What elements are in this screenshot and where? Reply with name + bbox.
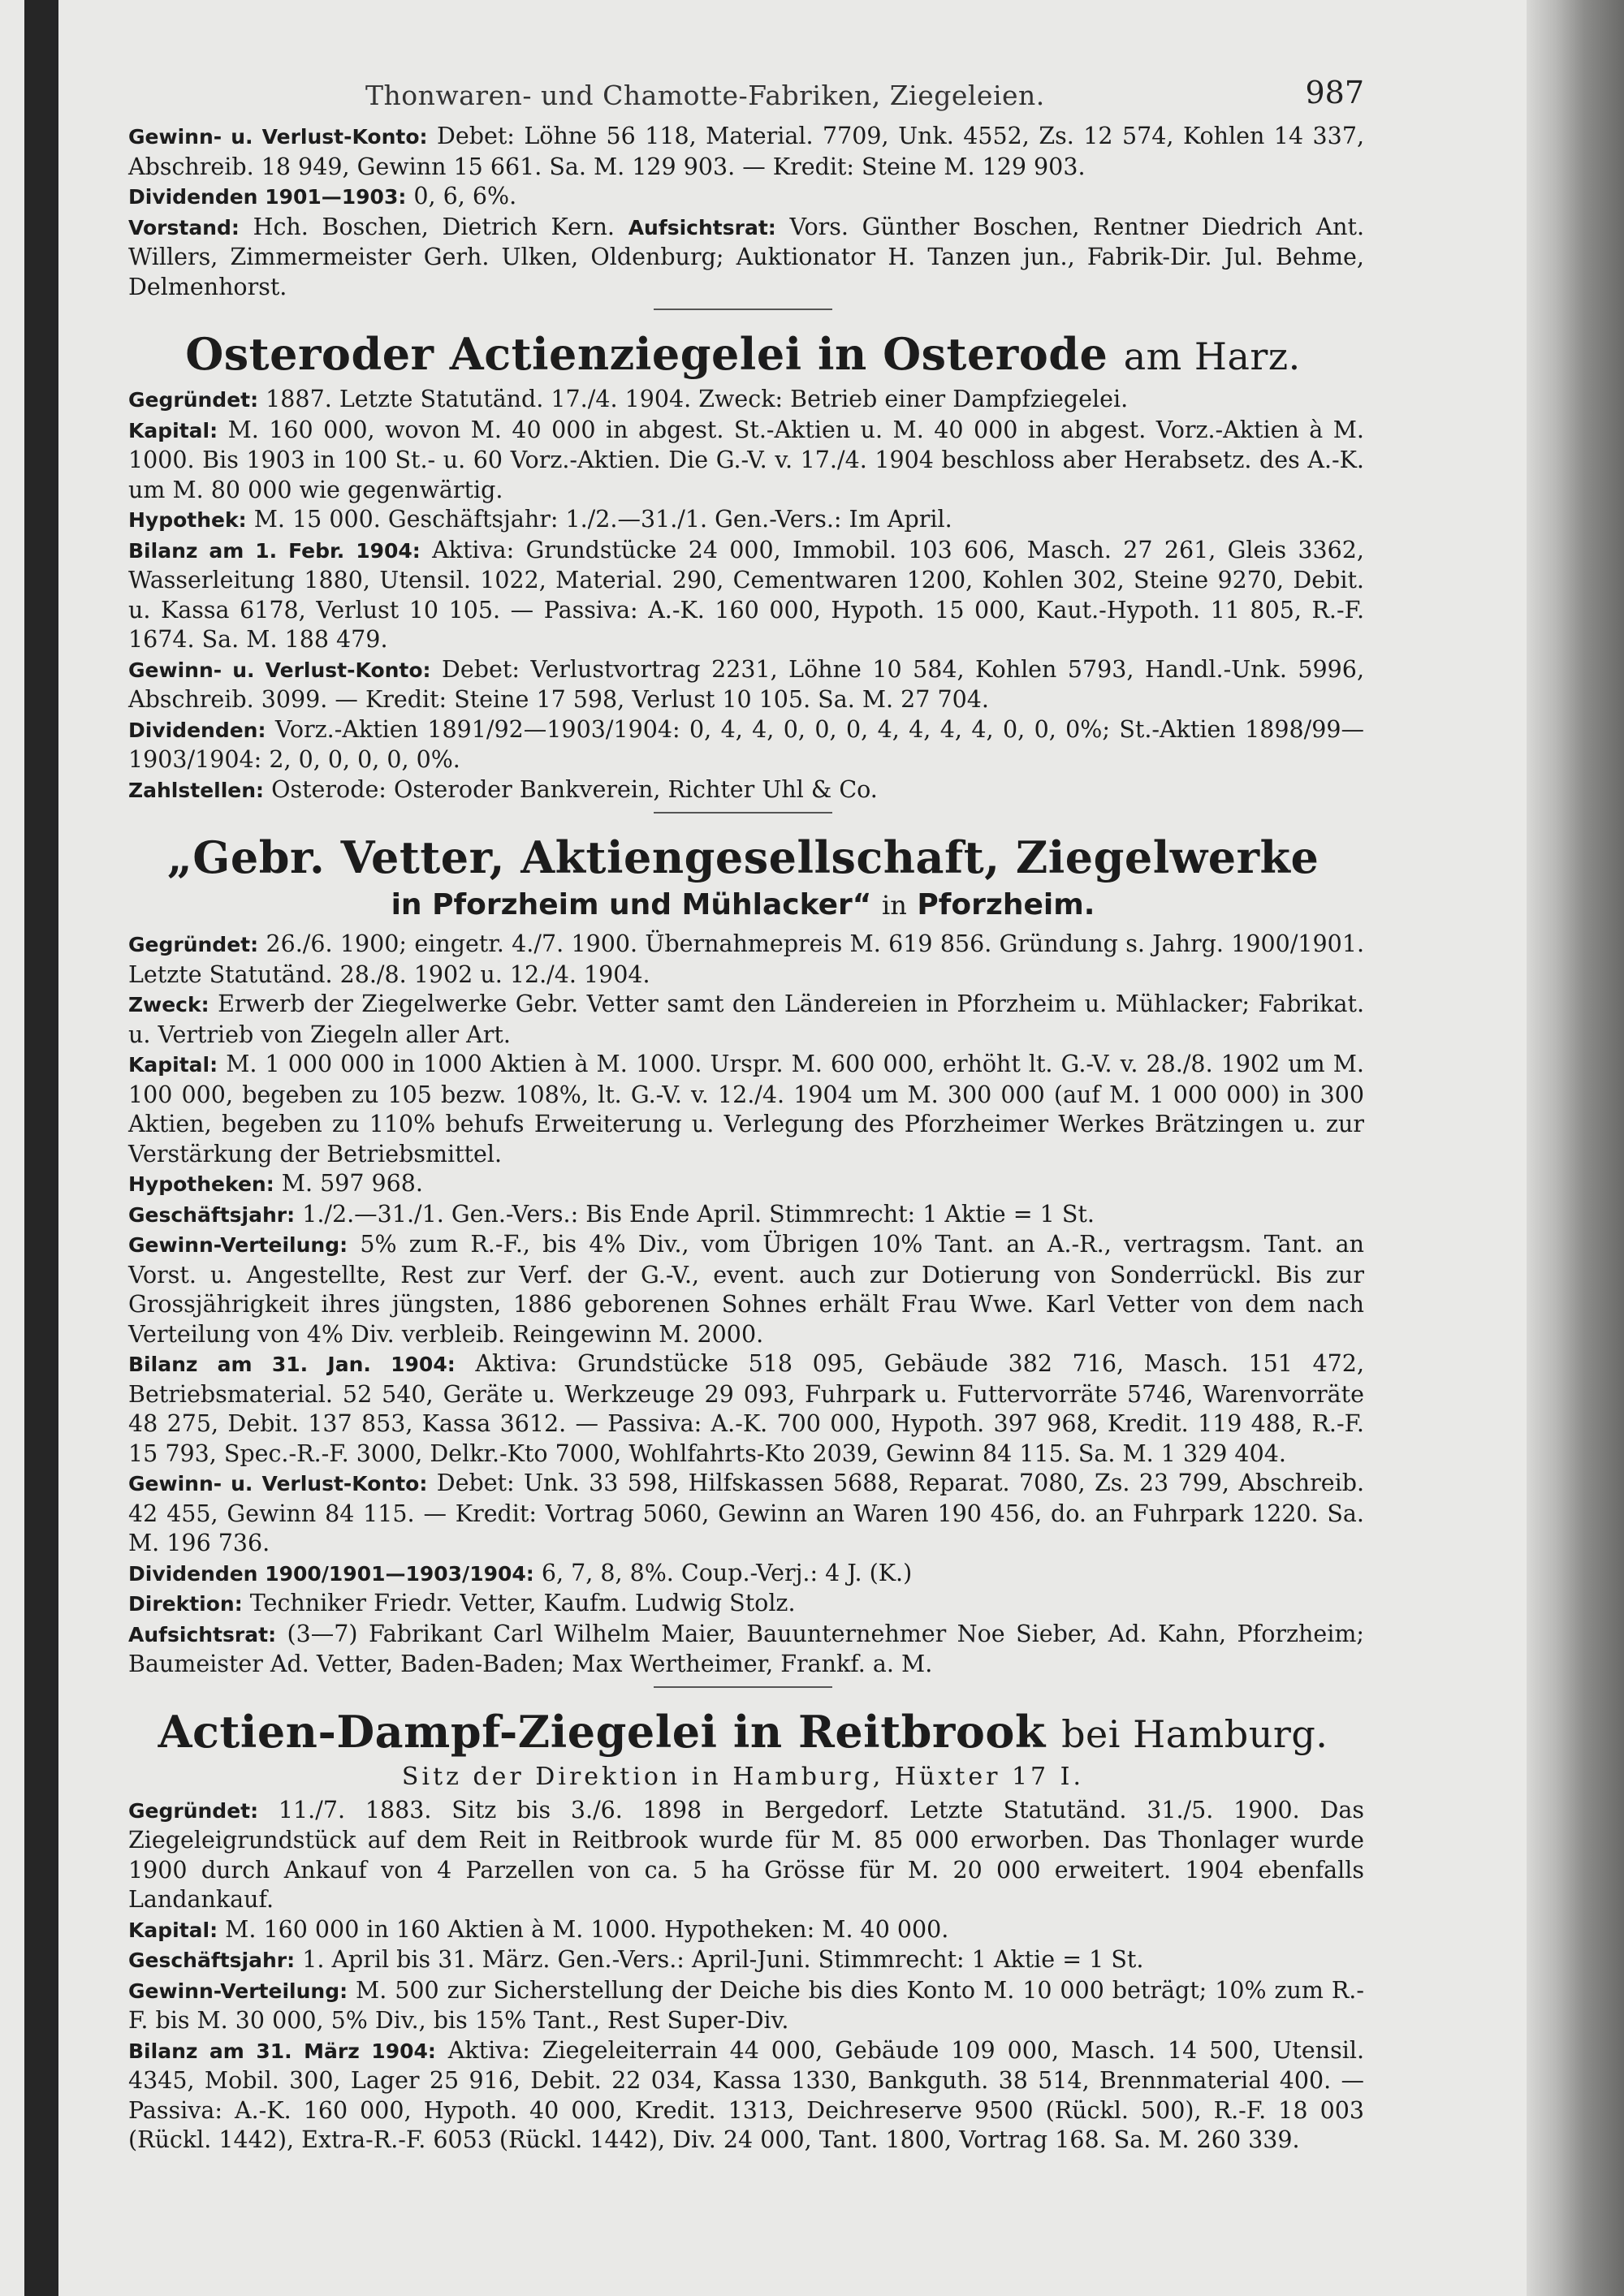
entry-label: Gewinn- u. Verlust-Konto: — [128, 1472, 428, 1495]
entry-text: 0, 6, 6%. — [413, 183, 517, 209]
company-title-main: Actien-Dampf-Ziegelei in Reitbrook — [158, 1705, 1046, 1758]
entry-label: Zahlstellen: — [128, 778, 265, 802]
entry-text: 6, 7, 8, 8%. Coup.-Verj.: 4 J. (K.) — [541, 1559, 913, 1586]
entry-text: 1./2.—31./1. Gen.-Vers.: Bis Ende April. Stimmrecht: 1 Aktie = 1 St. — [302, 1200, 1095, 1228]
entry-paragraph — [122, 1469, 1364, 1559]
entry-text: M. 500 zur Sicherstellung der Deiche bis dies Konto M. 10 000 beträgt; 10% zum R.-F. bis M. 30 000, 5% Div., bis 15% Tant., Rest Super-Div. — [128, 1976, 1364, 2034]
section-reitbrook — [122, 1706, 1364, 2156]
entry-text: 11./7. 1883. Sitz bis 3./6. 1898 in Bergedorf. Letzte Statutänd. 31./5. 1900. Das Ziegeleigrundstück auf dem Reit in Reitbrook wurde für M. 85 000 erworben. Das Thonlager wurde 1900 durch Ankauf von 4 Parzellen von ca. 5 ha Grösse für M. 20 000 erweitert. 1904 ebenfalls Landankauf. — [128, 1796, 1364, 1913]
entry-label: Gegründet: — [128, 933, 259, 956]
section-previous-company-tail — [122, 122, 1364, 302]
entry-paragraph — [122, 1796, 1364, 1915]
section-gebr-vetter — [122, 831, 1364, 1680]
entry-text: Aktiva: Grundstücke 518 095, Gebäude 382 716, Masch. 151 472, Betriebsmaterial. 52 540, Geräte u. Werkzeuge 29 093, Fuhrpark u. Futtervorräte 5746, Warenvorräte 48 275, Debit. 137 853, Kassa 3612. — Passiva: A.-K. 700 000, Hypoth. 397 968, Kredit. 119 488, R.-F. 15 793, Spec.-R.-F. 3000, Delkr.-Kto 7000, Wohlfahrts-Kto 2039, Gewinn 84 115. Sa. M. 1 329 404. — [128, 1350, 1364, 1467]
entry-text: M. 1 000 000 in 1000 Aktien à M. 1000. Urspr. M. 600 000, erhöht lt. G.-V. v. 28./8. 1902 um M. 100 000, begeben zu 105 bezw. 108%, lt. G.-V. v. 12./4. 1904 um M. 300 000 (auf M. 1 000 000) in 300 Aktien, begeben zu 110% behufs Erweiterung u. Verlegung des Pforzheimer Werkes Brätzingen u. zur Verstärkung der Betriebsmittel. — [128, 1051, 1364, 1167]
entry-label: Bilanz am 1. Febr. 1904: — [128, 538, 421, 563]
entry-paragraph — [122, 1976, 1364, 2036]
entry-text: Vorz.-Aktien 1891/92—1903/1904: 0, 4, 4, 0, 0, 0, 4, 4, 4, 4, 0, 0, 0%; St.-Aktien 1898/99—1903/1904: 2, 0, 0, 0, 0, 0%. — [128, 715, 1365, 773]
entry-paragraph — [122, 655, 1364, 715]
company-subtitle-place: Pforzheim. — [917, 888, 1095, 921]
page-left-binding-bar — [24, 0, 58, 2296]
section-osteroder — [122, 328, 1364, 805]
entry-paragraph — [122, 930, 1364, 990]
running-header-title: Thonwaren- und Chamotte-Fabriken, Ziegeleien. — [365, 80, 1045, 111]
entry-paragraph — [122, 1589, 1364, 1620]
entry-label: Dividenden 1901—1903: — [128, 185, 407, 209]
entry-label: Vorstand: — [128, 215, 240, 240]
entry-label: Dividenden: — [128, 718, 266, 742]
company-title-suffix: bei Hamburg. — [1061, 1711, 1328, 1756]
entry-paragraph — [122, 1945, 1364, 1976]
entry-label: Aufsichtsrat: — [128, 1622, 277, 1646]
company-title-main: Osteroder Actienziegelei in Osterode — [185, 328, 1108, 380]
entry-paragraph — [122, 416, 1364, 506]
entry-paragraph — [122, 1169, 1364, 1200]
company-title — [122, 1706, 1364, 1758]
entry-text: Osterode: Osteroder Bankverein, Richter Uhl & Co. — [271, 775, 878, 803]
entry-text: M. 597 968. — [281, 1170, 423, 1197]
entry-paragraph — [122, 122, 1364, 182]
entry-paragraph — [122, 1230, 1364, 1349]
company-subtitle-main: in Pforzheim und Mühlacker“ — [391, 888, 872, 921]
entry-label: Aufsichtsrat: — [628, 215, 776, 240]
entry-paragraph — [122, 1915, 1364, 1946]
entry-text: Erwerb der Ziegelwerke Gebr. Vetter samt den Ländereien in Pforzheim u. Mühlacker; Fabrikat. u. Vertrieb von Ziegeln aller Art. — [128, 990, 1365, 1048]
entry-text: 5% zum R.-F., bis 4% Div., vom Übrigen 10% Tant. an A.-R., vertragsm. Tant. an Vorst. u. Angestellte, Rest zur Verf. der G.-V., event. auch zur Dotierung von Sonderrückl. Bis zur Grossjährigkeit ihres jüngsten, 1886 geborenen Sohnes erhält Frau Wwe. Karl Vetter von dem nach Verteilung von 4% Div. verbleib. Reingewinn M. 2000. — [128, 1231, 1365, 1348]
entry-text: M. 160 000 in 160 Aktien à M. 1000. Hypotheken: M. 40 000. — [225, 1915, 949, 1943]
company-subtitle — [122, 888, 1364, 921]
entry-paragraph — [122, 1200, 1364, 1231]
page-right-edge-shadow — [1527, 0, 1624, 2296]
entry-text: 26./6. 1900; eingetr. 4./7. 1900. Übernahmepreis M. 619 856. Gründung s. Jahrg. 1900/1901. Letzte Statutänd. 28./8. 1902 u. 12./4. 1904. — [128, 930, 1365, 988]
entry-paragraph — [122, 775, 1364, 806]
entry-label: Gewinn- u. Verlust-Konto: — [128, 658, 431, 682]
entry-text: Hch. Boschen, Dietrich Kern. — [253, 213, 615, 240]
entry-label: Bilanz am 31. März 1904: — [128, 2039, 436, 2063]
entry-paragraph — [122, 715, 1364, 775]
company-seat-line: Sitz der Direktion in Hamburg, Hüxter 17 I. — [401, 1762, 1085, 1791]
entry-paragraph — [122, 385, 1364, 416]
entry-label: Hypothek: — [128, 508, 247, 532]
entry-label: Gegründet: — [128, 1798, 259, 1823]
entry-text: (3—7) Fabrikant Carl Wilhelm Maier, Bauunternehmer Noe Sieber, Ad. Kahn, Pforzheim; Baumeister Ad. Vetter, Baden-Baden; Max Wertheimer, Frankf. a. M. — [128, 1620, 1364, 1677]
entry-label: Kapital: — [128, 418, 218, 442]
entry-label: Zweck: — [128, 993, 209, 1016]
page-number: 987 — [1305, 75, 1364, 110]
entry-label: Kapital: — [128, 1053, 218, 1077]
entry-label: Gewinn-Verteilung: — [128, 1979, 348, 2003]
entry-text: M. 160 000, wovon M. 40 000 in abgest. St.-Aktien u. M. 40 000 in abgest. Vorz.-Aktien à M. 1000. Bis 1903 in 100 St.- u. 60 Vorz.-Aktien. Die G.-V. v. 17./4. 1904 beschloss aber Herabsetz. des A.-K. um M. 80 000 wie gegenwärtig. — [128, 416, 1364, 503]
entry-label: Hypotheken: — [128, 1172, 274, 1196]
entry-text: Aktiva: Ziegeleiterrain 44 000, Gebäude 109 000, Masch. 14 500, Utensil. 4345, Mobil. 300, Lager 25 916, Debit. 22 034, Kassa 1330, Bankguth. 38 514, Brennmaterial 400. — Passiva: A.-K. 160 000, Hypoth. 40 000, Kredit. 1313, Deichreserve 9500 (Rückl. 500), R.-F. 18 003 (Rückl. 1442), Extra-R.-F. 6053 (Rückl. 1442), Div. 24 000, Tant. 1800, Vortrag 168. Sa. M. 260 339. — [128, 2036, 1365, 2153]
entry-label: Geschäftsjahr: — [128, 1949, 296, 1972]
entry-text: Techniker Friedr. Vetter, Kaufm. Ludwig Stolz. — [249, 1590, 796, 1616]
company-title-suffix: am Harz. — [1123, 334, 1301, 378]
entry-paragraph — [122, 505, 1364, 536]
entry-label: Kapital: — [128, 1918, 218, 1942]
entry-paragraph — [122, 182, 1364, 213]
running-header — [122, 73, 1364, 122]
entry-paragraph — [122, 1620, 1364, 1680]
entry-text: Aktiva: Grundstücke 24 000, Immobil. 103 606, Masch. 27 261, Gleis 3362, Wasserleitung 1880, Utensil. 1022, Material. 290, Cementwaren 1200, Kohlen 302, Steine 9270, Debit. u. Kassa 6178, Verlust 10 105. — Passiva: A.-K. 160 000, Hypoth. 15 000, Kaut.-Hypoth. 11 805, R.-F. 1674. Sa. M. 188 479. — [128, 536, 1364, 653]
entry-text: M. 15 000. Geschäftsjahr: 1./2.—31./1. Gen.-Vers.: Im April. — [253, 506, 952, 533]
company-title: „Gebr. Vetter, Aktiengesellschaft, Ziegelwerke — [166, 831, 1320, 883]
entry-text: 1. April bis 31. März. Gen.-Vers.: April-Juni. Stimmrecht: 1 Aktie = 1 St. — [302, 1946, 1144, 1973]
entry-paragraph — [122, 1050, 1364, 1169]
entry-label: Geschäftsjahr: — [128, 1202, 296, 1227]
company-title — [122, 328, 1364, 380]
entry-paragraph — [122, 213, 1364, 303]
entry-paragraph — [122, 990, 1364, 1050]
entry-paragraph — [122, 536, 1364, 655]
entry-paragraph — [122, 1349, 1364, 1469]
entry-text: Debet: Löhne 56 118, Material. 7709, Unk. 4552, Zs. 12 574, Kohlen 14 337, Abschreib. 18 949, Gewinn 15 661. Sa. M. 129 903. — Kredit: Steine M. 129 903. — [128, 123, 1365, 180]
entry-label: Bilanz am 31. Jan. 1904: — [128, 1353, 456, 1376]
section-separator — [654, 1686, 832, 1688]
entry-label: Gewinn-Verteilung: — [128, 1233, 348, 1257]
company-subtitle-in: in — [881, 890, 907, 921]
entry-label: Gewinn- u. Verlust-Konto: — [128, 125, 428, 149]
entry-text: Vors. Günther Boschen, Rentner Diedrich Ant. Willers, Zimmermeister Gerh. Ulken, Oldenburg; Auktionator H. Tanzen jun., Fabrik-Dir. Jul. Behme, Delmenhorst. — [128, 213, 1365, 300]
entry-paragraph — [122, 2036, 1364, 2156]
page-content — [122, 73, 1364, 2156]
section-separator — [654, 309, 832, 310]
entry-text: Debet: Verlustvortrag 2231, Löhne 10 584, Kohlen 5793, Handl.-Unk. 5996, Abschreib. 3099. — Kredit: Steine 17 598, Verlust 10 105. Sa. M. 27 704. — [128, 655, 1364, 713]
section-separator — [654, 812, 832, 814]
entry-text: 1887. Letzte Statutänd. 17./4. 1904. Zweck: Betrieb einer Dampfziegelei. — [266, 386, 1129, 412]
entry-label: Dividenden 1900/1901—1903/1904: — [128, 1561, 534, 1586]
entry-label: Gegründet: — [128, 388, 259, 412]
entry-paragraph — [122, 1559, 1364, 1590]
entry-label: Direktion: — [128, 1592, 243, 1616]
entry-text: Debet: Unk. 33 598, Hilfskassen 5688, Reparat. 7080, Zs. 23 799, Abschreib. 42 455, Gewinn 84 115. — Kredit: Vortrag 5060, Gewinn an Waren 190 456, do. an Fuhrpark 1220. Sa. M. 196 736. — [128, 1470, 1364, 1556]
